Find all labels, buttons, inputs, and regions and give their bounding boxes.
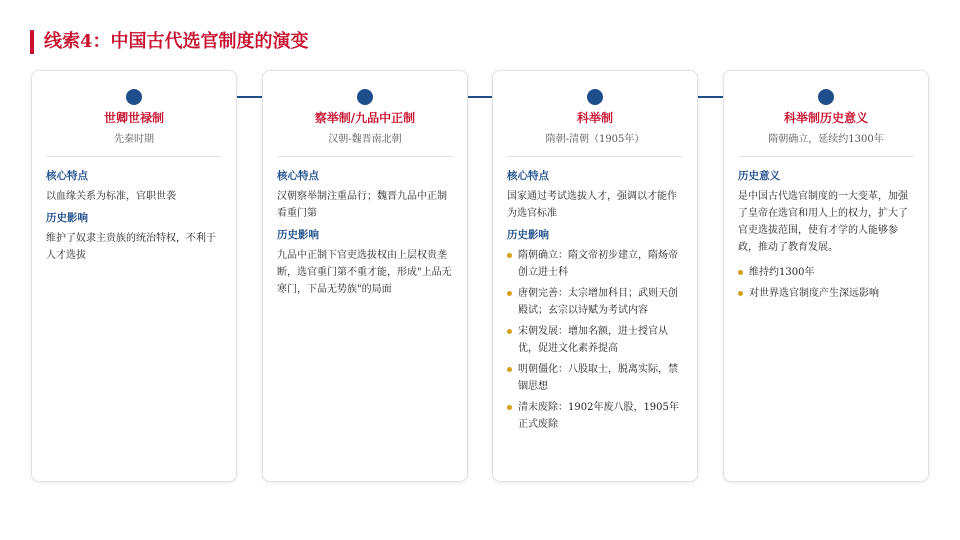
section-heading: 历史影响 bbox=[46, 212, 88, 224]
list-item-text: 维持约1300年 bbox=[749, 267, 815, 278]
section-heading: 核心特点 bbox=[507, 170, 549, 182]
card-title: 科举制历史意义 bbox=[783, 111, 868, 125]
list-item bbox=[738, 285, 914, 302]
section-text: 是中国古代选官制度的一大变革，加强了皇帝在选官和用人上的权力，扩大了官吏选拔范围，使有才学的人能够参政，推动了教育发展。 bbox=[738, 191, 908, 253]
bullet-dot-icon bbox=[738, 270, 743, 275]
list-item-text: 唐朝完善：太宗增加科目；武则天创殿试；玄宗以诗赋为考试内容 bbox=[518, 288, 678, 316]
timeline-connector bbox=[237, 96, 262, 98]
card-title: 察举制/九品中正制 bbox=[314, 111, 416, 125]
list-item-text: 隋朝确立：隋文帝初步建立，隋炀帝创立进士科 bbox=[518, 250, 678, 278]
card-divider bbox=[277, 156, 453, 157]
section-heading: 历史影响 bbox=[507, 229, 549, 241]
stage-card-significance bbox=[723, 70, 929, 482]
list-item-text: 明朝僵化：八股取士，脱离实际，禁锢思想 bbox=[518, 364, 678, 392]
card-title: 科举制 bbox=[576, 111, 613, 125]
section-text: 九品中正制下官吏选拔权由上层权贵垄断，选官重门第不重才能，形成"上品无寒门，下品无势族"的局面 bbox=[277, 250, 452, 295]
card-period: 先秦时期 bbox=[114, 134, 154, 145]
bullet-dot-icon bbox=[507, 367, 512, 372]
card-title: 世卿世禄制 bbox=[103, 111, 164, 125]
card-divider bbox=[738, 156, 914, 157]
bullet-dot-icon bbox=[507, 329, 512, 334]
card-period: 隋朝确立，延续约1300年 bbox=[768, 134, 884, 145]
card-period: 隋朝-清朝（1905年） bbox=[545, 134, 645, 145]
list-item-text: 宋朝发展：增加名额，进士授官从优，促进文化素养提高 bbox=[518, 326, 668, 354]
bullet-dot-icon bbox=[507, 405, 512, 410]
card-divider bbox=[507, 156, 683, 157]
bullet-dot-icon bbox=[507, 253, 512, 258]
timeline-dot bbox=[587, 89, 603, 105]
card-divider bbox=[46, 156, 222, 157]
section-text: 维护了奴隶主贵族的统治特权，不利于人才选拔 bbox=[46, 233, 216, 261]
list-item bbox=[507, 361, 683, 395]
section-text: 国家通过考试选拔人才，强调以才能作为选官标准 bbox=[507, 191, 677, 219]
list-item bbox=[738, 264, 914, 281]
bullet-list bbox=[738, 264, 914, 302]
list-item bbox=[507, 323, 683, 357]
timeline-connector bbox=[468, 96, 492, 98]
bullet-list bbox=[507, 247, 683, 433]
list-item-text: 对世界选官制度产生深远影响 bbox=[749, 288, 879, 299]
bullet-dot-icon bbox=[507, 291, 512, 296]
stage-card-shiqing bbox=[31, 70, 237, 482]
timeline-dot bbox=[126, 89, 142, 105]
section-heading: 核心特点 bbox=[46, 170, 88, 182]
timeline-dot bbox=[818, 89, 834, 105]
list-item bbox=[507, 399, 683, 433]
timeline-dot bbox=[357, 89, 373, 105]
section-text: 以血缘关系为标准，官职世袭 bbox=[46, 191, 176, 202]
timeline-connector bbox=[698, 96, 723, 98]
stage-card-chaju bbox=[262, 70, 468, 482]
section-heading: 历史意义 bbox=[738, 170, 780, 182]
list-item-text: 清末废除：1902年废八股，1905年正式废除 bbox=[518, 402, 679, 430]
section-heading: 核心特点 bbox=[277, 170, 319, 182]
title-accent-bar bbox=[30, 30, 34, 54]
list-item bbox=[507, 247, 683, 281]
list-item bbox=[507, 285, 683, 319]
card-period: 汉朝-魏晋南北朝 bbox=[328, 134, 402, 145]
section-heading: 历史影响 bbox=[277, 229, 319, 241]
stage-card-keju bbox=[492, 70, 698, 482]
bullet-dot-icon bbox=[738, 291, 743, 296]
page-title: 线索4：中国古代选官制度的演变 bbox=[44, 31, 309, 52]
section-text: 汉朝察举制注重品行；魏晋九品中正制看重门第 bbox=[277, 191, 447, 219]
